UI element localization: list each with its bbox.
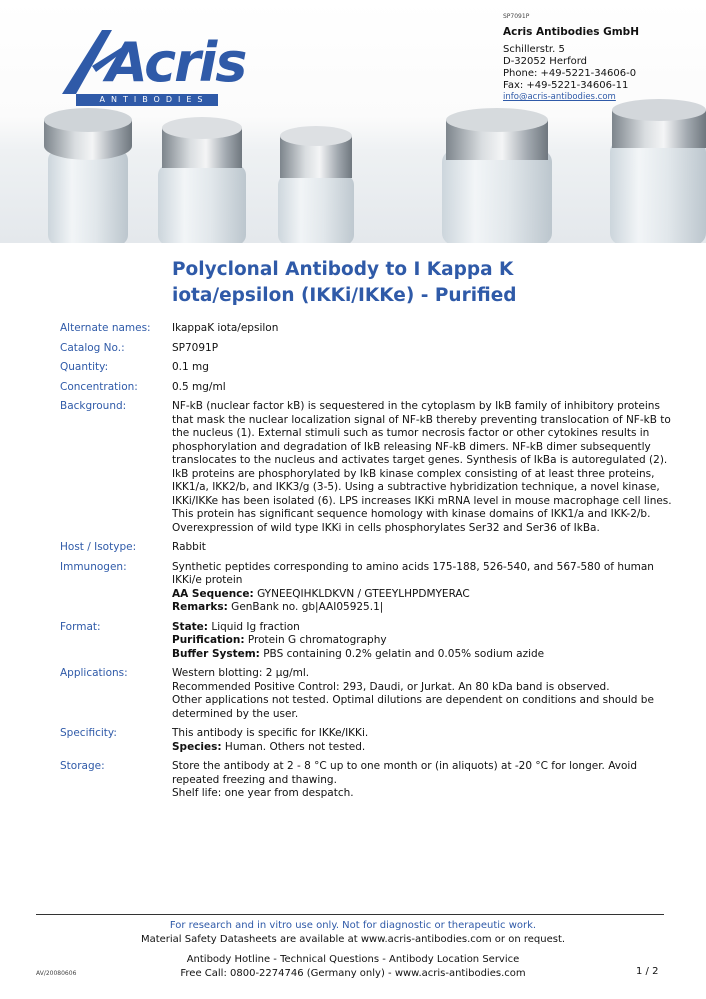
research-use-note: For research and in vitro use only. Not for diagnostic or therapeutic work. <box>169 920 537 931</box>
email-link[interactable]: info@acris-antibodies.com <box>503 92 616 102</box>
product-title-line1: Polyclonal Antibody to I Kappa K <box>172 259 514 280</box>
address-phone: Phone: +49-5221-34606-0 <box>503 68 637 79</box>
field-value: SP7091P <box>172 341 219 354</box>
field-value: 0.1 mg <box>172 361 209 373</box>
field-value: 0.5 mg/ml <box>172 380 226 393</box>
field-label: Format: <box>60 620 101 633</box>
species-label: Species: <box>172 740 222 753</box>
field-label: Concentration: <box>60 380 138 393</box>
buffer-label: Buffer System: <box>172 647 260 660</box>
product-title <box>172 257 672 309</box>
field-value: NF-kB (nuclear factor kB) is sequestered in the cytoplasm by IkB family of inhibitory proteins that mask the nuclear localization signal of NF-kB thereby preventing translocation of NF-kB to the nucleus (1). External stimuli such as tumor necrosis factor or other cytokines results in phosphorylation and degradation of IkB releasing NF-kB dimers. NF-kB dimer subsequently translocates to the nucleus and activates target genes. Synthesis of IkBa is autoregulated (2). IkB proteins are phosphorylated by IkB kinase complex consisting of at least three proteins, IKK1/a, IKK2/b, and IKK3/g (3-5). Using a subtractive hybridization technique, a novel kinase, IKKi/IKKe has been isolated (6). LPS increases IKKi mRNA level in mouse macrophage cell lines. This protein has significant sequence homology with kinase domains of IKK1/a and IKK-2/b. Overexpression of wild type IKKi in cells phosphorylates Ser32 and Ser36 of IkBa. <box>172 400 672 534</box>
aa-sequence <box>172 588 672 602</box>
address-fax: Fax: +49-5221-34606-11 <box>503 80 629 91</box>
field-format <box>60 621 680 662</box>
immunogen-text: Synthetic peptides corresponding to amino acids 175-188, 526-540, and 567-580 of human IKKi/e protein <box>172 560 654 586</box>
company-name: Acris Antibodies GmbH <box>503 26 639 38</box>
field-label: Storage: <box>60 760 105 772</box>
field-concentration <box>60 381 680 395</box>
format-buffer <box>172 648 672 662</box>
shelf-life: Shelf life: one year from despatch. <box>172 787 354 799</box>
field-label: Alternate names: <box>60 322 151 334</box>
format-state <box>172 621 672 635</box>
field-label: Host / Isotype: <box>60 541 137 553</box>
storage-text: Store the antibody at 2 - 8 °C up to one month or (in aliquots) at -20 °C for longer. Avoid repeated freezing and thawing. <box>172 760 638 786</box>
format-purification <box>172 634 672 648</box>
field-storage <box>60 760 680 801</box>
field-value <box>172 561 672 615</box>
applications-line3: Other applications not tested. Optimal dilutions are dependent on conditions and should be determined by the user. <box>172 694 654 720</box>
applications-line1: Western blotting: 2 µg/ml. <box>172 667 310 679</box>
msds-note: Material Safety Datasheets are available at www.acris-antibodies.com or on request. <box>140 934 566 945</box>
remarks-value: GenBank no. gb|AAI05925.1| <box>227 601 384 613</box>
footer-divider <box>36 914 664 915</box>
header-banner <box>0 0 706 243</box>
hotline-note: Antibody Hotline - Technical Questions - Antibody Location Service <box>186 954 520 965</box>
field-label: Catalog No.: <box>60 341 125 354</box>
page-number: 1 / 2 <box>636 966 659 977</box>
field-host-isotype <box>60 541 680 555</box>
field-value: Rabbit <box>172 541 206 553</box>
state-label: State: <box>172 620 209 633</box>
field-value: IkappaK iota/epsilon <box>172 322 279 334</box>
field-quantity <box>60 361 680 375</box>
document-version: AV/20080606 <box>36 970 77 977</box>
field-value <box>172 760 672 801</box>
acris-logo <box>62 26 246 106</box>
remarks-label: Remarks: <box>172 601 228 613</box>
logo-wordmark: Acris <box>106 31 246 94</box>
company-contact <box>503 13 703 103</box>
field-alternate-names <box>60 322 680 336</box>
document-code: SP7091P <box>503 13 530 20</box>
field-applications <box>60 667 680 721</box>
field-label: Specificity: <box>60 727 117 739</box>
field-value <box>172 727 672 754</box>
field-label: Applications: <box>60 667 128 679</box>
purification-value: Protein G chromatography <box>244 634 387 646</box>
aa-sequence-label: AA Sequence: <box>172 587 254 600</box>
species-value: Human. Others not tested. <box>221 740 366 753</box>
address-street: Schillerstr. 5 <box>503 44 565 55</box>
aa-sequence-value: GYNEEQIHKLDKVN / GTEEYLHPDMYERAC <box>253 587 470 600</box>
state-value: Liquid Ig fraction <box>208 620 300 633</box>
specificity-text: This antibody is specific for IKKe/IKKi. <box>172 727 369 739</box>
field-value <box>172 621 672 662</box>
logo-subtext: ANTIBODIES <box>99 95 209 104</box>
product-details <box>60 322 680 807</box>
address-city: D-32052 Herford <box>503 56 588 67</box>
specificity-species <box>172 741 672 755</box>
product-title-line2: iota/epsilon (IKKi/IKKe) - Purified <box>172 285 517 306</box>
field-value <box>172 667 672 721</box>
field-specificity <box>60 727 680 754</box>
field-label: Quantity: <box>60 361 109 373</box>
field-background <box>60 400 680 535</box>
field-immunogen <box>60 561 680 615</box>
field-label: Background: <box>60 400 127 412</box>
applications-line2: Recommended Positive Control: 293, Daudi, or Jurkat. An 80 kDa band is observed. <box>172 680 610 693</box>
purification-label: Purification: <box>172 634 245 646</box>
field-label: Immunogen: <box>60 560 127 573</box>
field-catalog-no <box>60 342 680 356</box>
remarks <box>172 601 672 615</box>
free-call-note: Free Call: 0800-2274746 (Germany only) - www.acris-antibodies.com <box>180 968 526 979</box>
buffer-value: PBS containing 0.2% gelatin and 0.05% sodium azide <box>259 647 545 660</box>
